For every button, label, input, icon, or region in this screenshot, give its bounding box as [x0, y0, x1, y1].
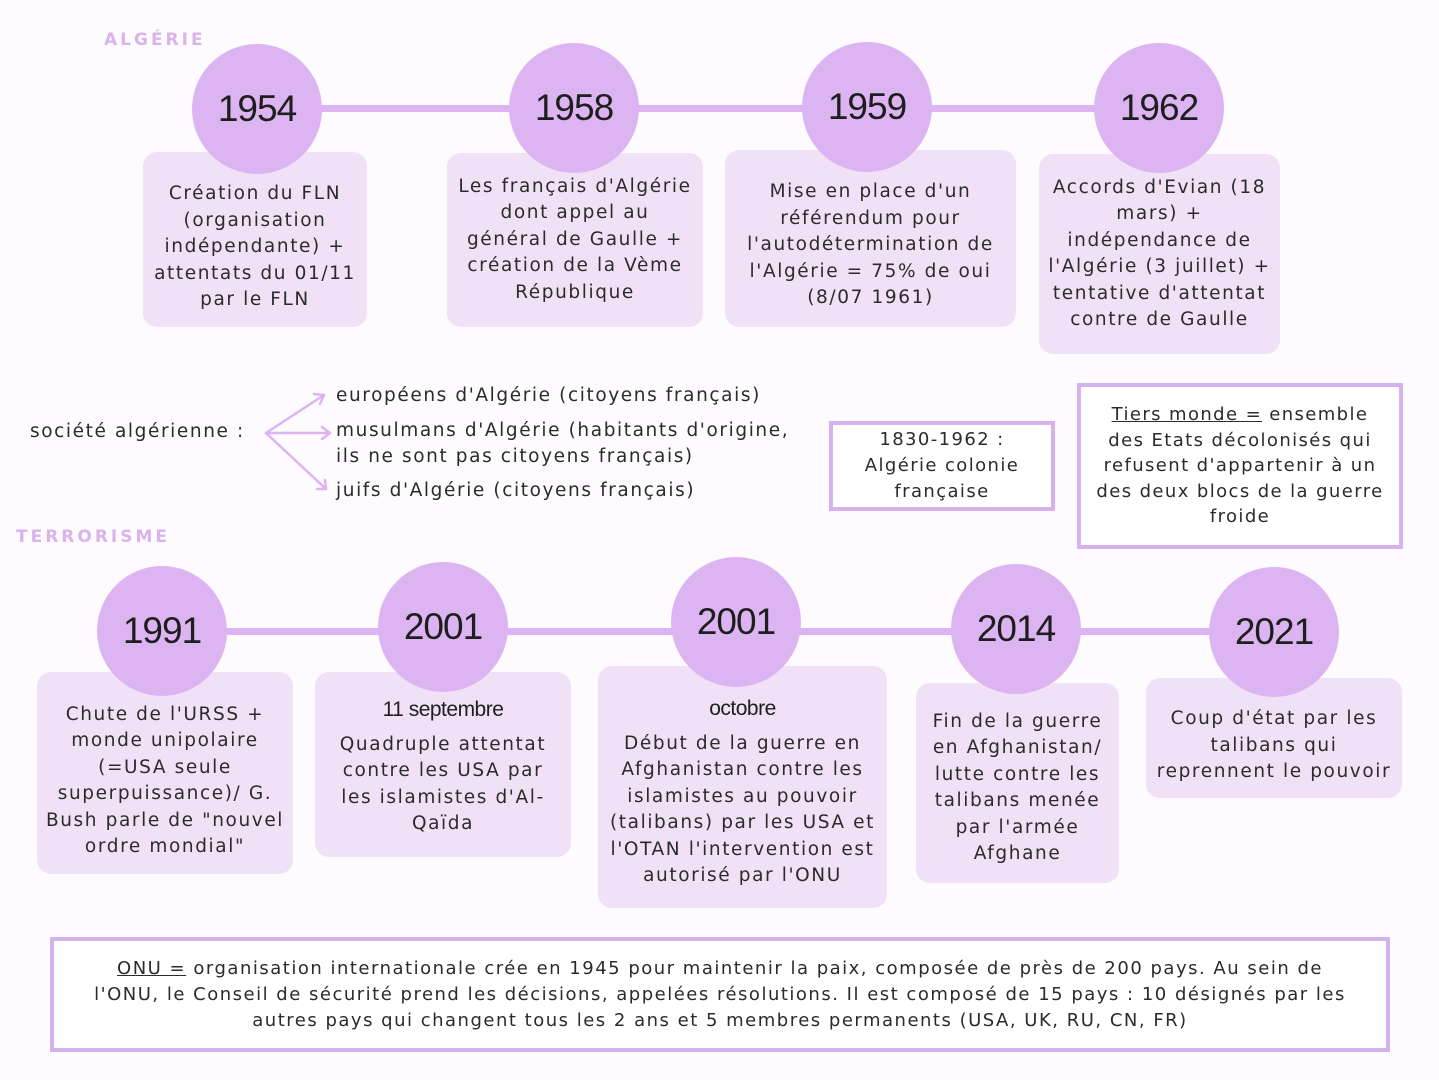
event-subtitle: 11 septembre [382, 698, 504, 722]
year-circle-1959: 1959 [802, 42, 932, 172]
tiers-monde-box [1077, 383, 1403, 549]
tiers-monde-term: Tiers monde = [1111, 404, 1263, 426]
year-circle-2001-septembre: 2001 [378, 562, 508, 692]
societe-label: société algérienne : [30, 421, 245, 442]
year-circle-1954: 1954 [192, 44, 322, 174]
tiers-monde-definition: ensemble des Etats décolonisés qui refusent d'appartenir à un des deux blocs de la guerre froide [1096, 404, 1384, 528]
colonie-text: 1830-1962 : Algérie colonie française [864, 429, 1020, 502]
section-label-terrorisme: TERRORISME [16, 527, 171, 547]
event-text: Chute de l'URSS + monde unipolaire (=USA seule superpuissance)/ G. Bush parle de "nouvel ordre mondial" [45, 703, 285, 857]
onu-term: ONU = [117, 957, 187, 979]
onu-text [94, 956, 1346, 1034]
event-card-2014 [916, 683, 1119, 883]
event-card-2001-octobre [598, 666, 887, 908]
branch-arrows [258, 385, 338, 505]
event-text: Les français d'Algérie dont appel au général de Gaulle + création de la Vème République [458, 175, 692, 303]
event-card-1962 [1039, 154, 1280, 354]
year-circle-1958: 1958 [509, 43, 639, 173]
year-circle-2014: 2014 [951, 564, 1081, 694]
tiers-monde-text [1093, 402, 1387, 530]
year-circle-2021: 2021 [1209, 567, 1339, 697]
event-text: Coup d'état par les talibans qui reprennent le pouvoir [1156, 708, 1392, 783]
colonie-box [829, 421, 1055, 511]
societe-branch-musulmans: musulmans d'Algérie (habitants d'origine, ils ne sont pas citoyens français) [336, 420, 790, 467]
societe-branch-europeens: européens d'Algérie (citoyens français) [336, 385, 761, 406]
event-card-1991 [37, 672, 293, 874]
year-circle-1962: 1962 [1094, 43, 1224, 173]
event-card-1958 [447, 153, 703, 327]
onu-box [50, 937, 1390, 1052]
year-circle-1991: 1991 [97, 566, 227, 696]
event-text: Quadruple attentat contre les USA par les islamistes d'Al-Qaïda [339, 733, 547, 835]
event-card-2001-septembre [315, 672, 571, 857]
timeline-line-algerie [258, 105, 1158, 112]
event-subtitle: octobre [709, 697, 776, 721]
societe-branch-juifs: juifs d'Algérie (citoyens français) [336, 480, 696, 501]
event-text: Création du FLN (organisation indépendante) + attentats du 01/11 par le FLN [154, 183, 356, 311]
year-circle-2001-octobre: 2001 [671, 557, 801, 687]
event-text: Accords d'Evian (18 mars) + indépendance de l'Algérie (3 juillet) + tentative d'attentat contre de Gaulle [1048, 176, 1271, 330]
onu-definition: organisation internationale crée en 1945 pour maintenir la paix, composée de près de 200 pays. Au sein de l'ONU, le Conseil de sécurité prend les décisions, appelées résolutions. Il est composé de 15 pays : 10 désignés par les autres pays qui changent tous les 2 ans et 5 membres permanents (USA, UK, RU, CN, FR) [94, 957, 1346, 1031]
event-text: Mise en place d'un référendum pour l'autodétermination de l'Algérie = 75% de oui (8/07 1961) [747, 181, 994, 309]
event-text: Fin de la guerre en Afghanistan/ lutte contre les talibans menée par l'armée Afghane [932, 710, 1103, 864]
event-card-1959 [725, 150, 1016, 327]
section-label-algerie: ALGÉRIE [104, 30, 206, 50]
event-text: Début de la guerre en Afghanistan contre les islamistes au pouvoir (talibans) par les USA et l'OTAN l'intervention est autorisé par l'ONU [609, 732, 876, 887]
event-card-1954 [143, 152, 367, 327]
